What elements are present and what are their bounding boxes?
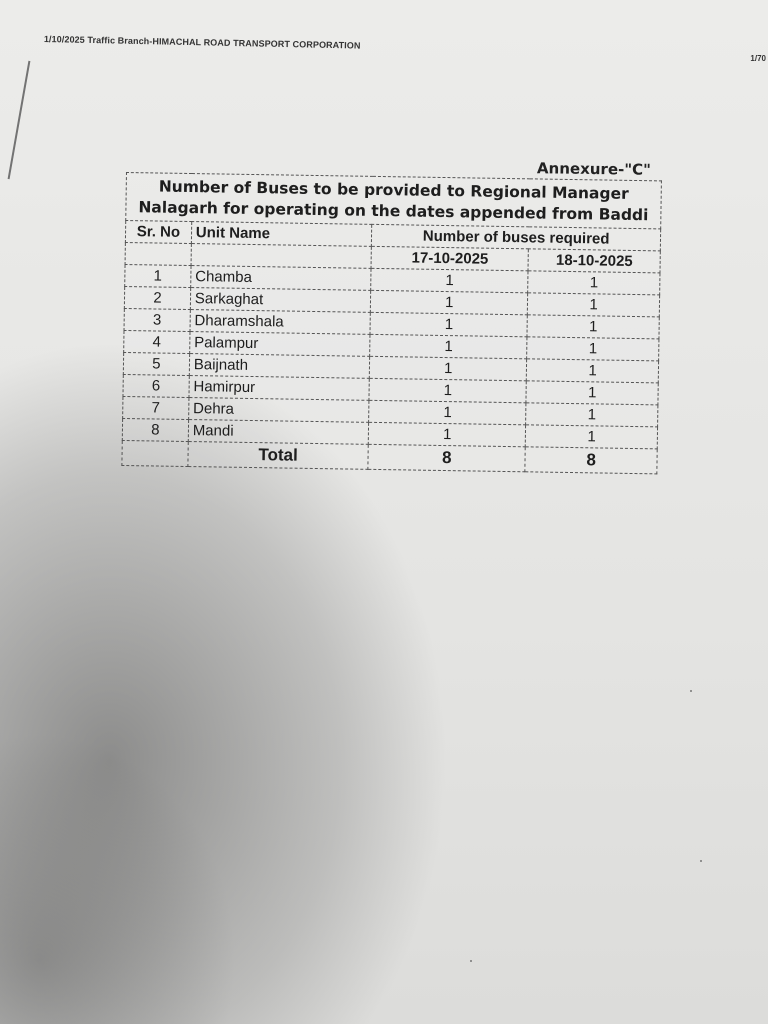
cell-date-2: 1 [528,271,660,295]
total-label: Total [188,442,369,470]
header-unit-blank [191,244,372,269]
cell-unit: Sarkaghat [190,288,371,313]
cell-date-2: 1 [526,425,658,449]
header-date-2: 18-10-2025 [528,249,660,273]
cell-date-2: 1 [528,293,660,317]
paper-speck [690,690,692,692]
cell-date-1: 1 [369,378,526,402]
cell-sr: 6 [123,374,189,397]
header-buses-required: Number of buses required [372,224,661,251]
cell-date-1: 1 [370,334,527,358]
cell-date-2: 1 [526,403,658,427]
cell-sr: 5 [123,352,189,375]
cell-date-2: 1 [527,315,659,339]
cell-date-2: 1 [527,359,659,383]
total-date-1: 8 [368,444,525,471]
cell-date-2: 1 [527,337,659,361]
bus-allocation-table-wrapper [121,172,662,474]
bus-allocation-table [121,172,662,474]
cell-date-1: 1 [369,400,526,424]
cell-sr: 7 [123,396,189,419]
cell-date-1: 1 [371,290,528,314]
total-date-2: 8 [525,447,657,474]
table-title: Number of Buses to be provided to Regional Manager Nalagarh for operating on the dates appended from Baddi [126,173,662,229]
cell-date-1: 1 [369,422,526,446]
cell-unit: Mandi [188,420,369,445]
paper-speck [700,860,702,862]
table-title-row [126,173,662,229]
header-date-1: 17-10-2025 [371,246,528,270]
cell-sr: 1 [125,264,191,287]
cell-sr: 4 [124,330,190,353]
total-sr-blank [122,440,188,466]
cell-sr: 8 [122,418,188,441]
header-sr-blank [125,242,191,265]
document-header: 1/10/2025 Traffic Branch-HIMACHAL ROAD TRANSPORT CORPORATION [43,34,361,51]
pen-mark [8,61,31,180]
cell-sr: 3 [124,308,190,331]
cell-date-2: 1 [526,381,658,405]
header-unit-name: Unit Name [191,222,372,247]
annexure-label: Annexure-"C" [536,159,652,179]
cell-unit: Dharamshala [190,310,371,335]
cell-unit: Palampur [189,332,370,357]
cell-date-1: 1 [370,312,527,336]
paper-speck [470,960,472,962]
cell-unit: Baijnath [189,354,370,379]
cell-unit: Hamirpur [189,376,370,401]
cell-unit: Dehra [188,398,369,423]
cell-date-1: 1 [371,268,528,292]
page-number: 1/70 [750,54,766,63]
header-sr-no: Sr. No [125,221,191,244]
cell-unit: Chamba [191,266,372,291]
cell-date-1: 1 [370,356,527,380]
cell-sr: 2 [124,286,190,309]
